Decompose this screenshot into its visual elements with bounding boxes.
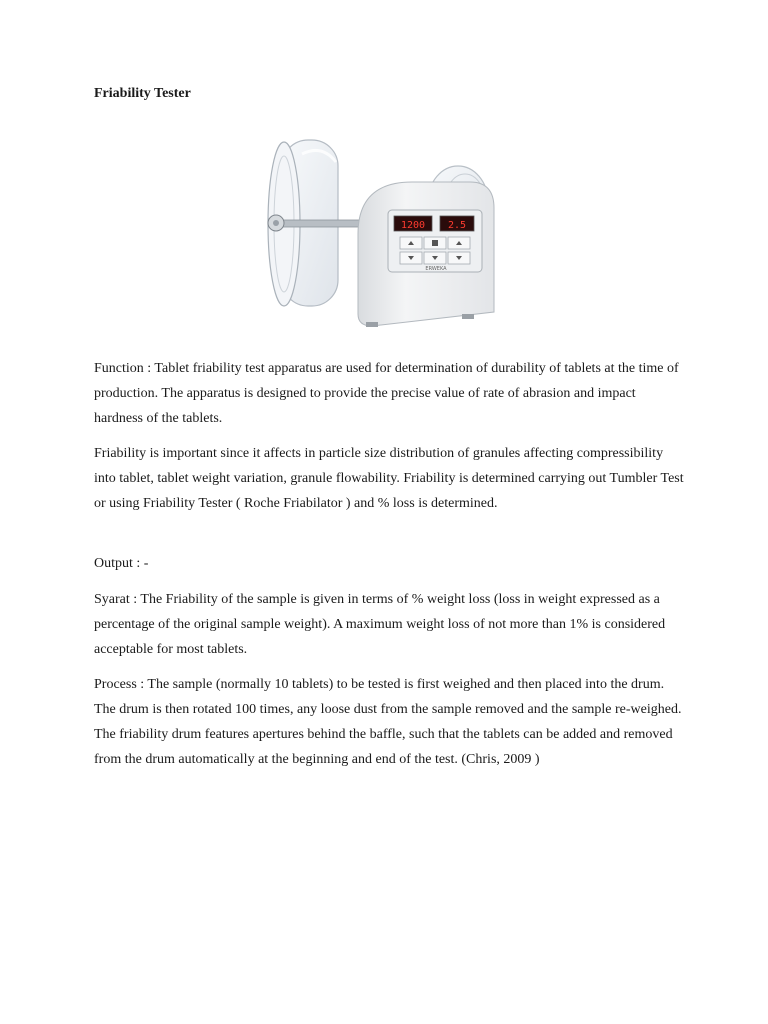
syarat-paragraph: Syarat : The Friability of the sample is given in terms of % weight loss (loss in weight expressed as a percentage of the original sample weight). A maximum weight loss of not more than 1% is considered acceptable for most tablets.: [94, 592, 666, 657]
output-paragraph: Output : -: [94, 556, 149, 571]
friability-tester-photo: [262, 134, 502, 339]
process-paragraph: Process : The sample (normally 10 tablets) to be tested is first weighed and then placed into the drum. The drum is then rotated 100 times, any loose dust from the sample removed and the sample re-weighed. The friability drum features apertures behind the baffle, such that the tablets can be added and removed from the drum automatically at the beginning and end of the test. (Chris, 2009 ): [94, 677, 682, 767]
document-title: Friability Tester: [94, 86, 191, 101]
brand-label: ERWEKA: [425, 266, 447, 272]
function-paragraph: Function : Tablet friability test apparatus are used for determination of durability of tablets at the time of production. The apparatus is designed to provide the precise value of rate of abrasion and impact hardness of the tablets.: [94, 361, 679, 426]
left-display-value: 1200: [400, 220, 426, 231]
friability-tester-illustration: [262, 134, 502, 339]
right-display-value: 2.5: [447, 220, 467, 231]
friability-importance-paragraph: Friability is important since it affects in particle size distribution of granules affecting compressibility into tablet, tablet weight variation, granule flowability. Friability is determined carrying out Tumbler Test or using Friability Tester ( Roche Friabilator ) and % loss is determined.: [94, 446, 684, 511]
